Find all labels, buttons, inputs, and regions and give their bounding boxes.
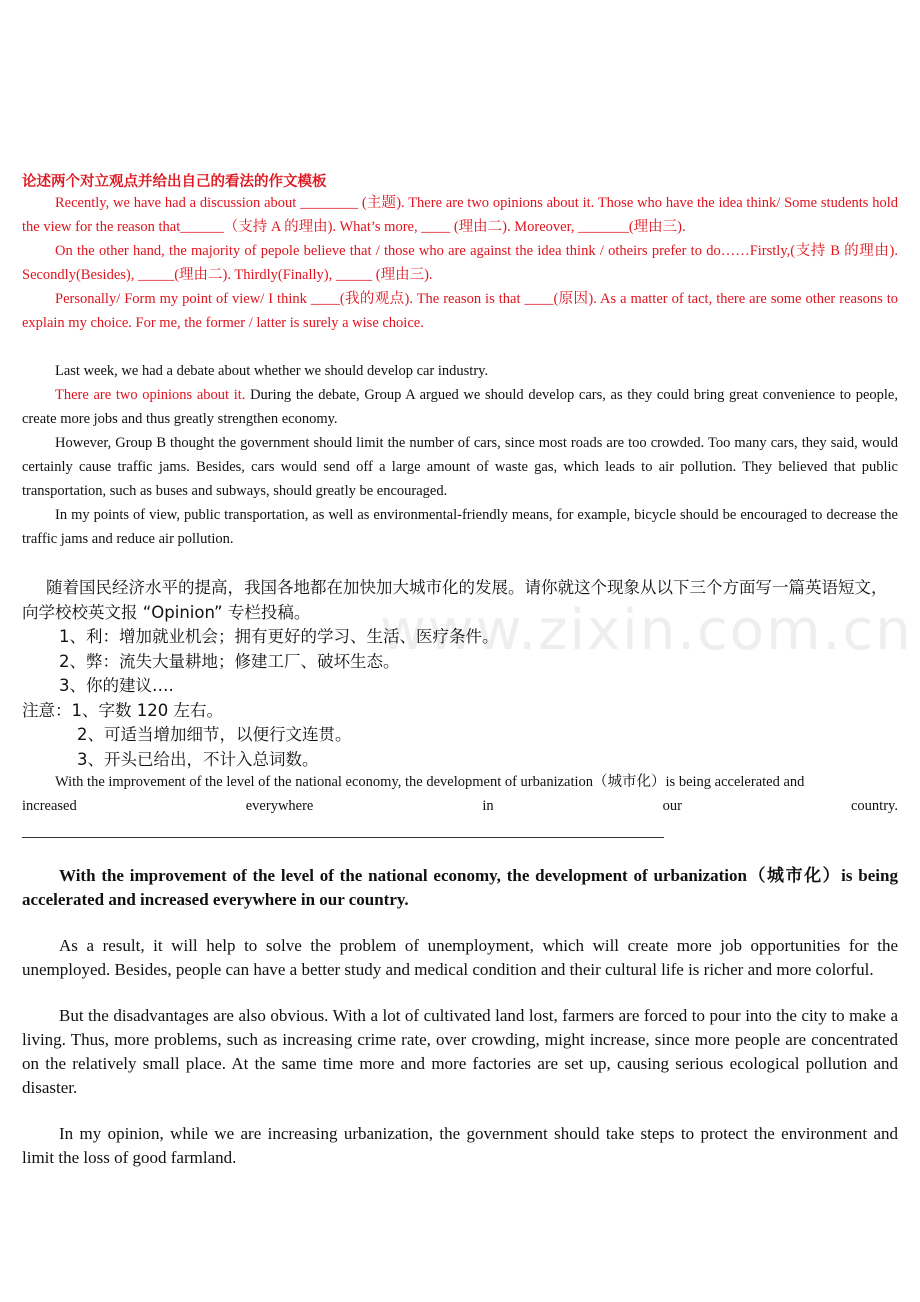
sample-red-sentence: There are two opinions about it. (55, 387, 246, 403)
given-word: our (662, 798, 682, 814)
task-note-1: 注意：1、字数 120 左右。 (22, 700, 223, 720)
given-line-2 (22, 794, 898, 818)
template-paragraph-1: Recently, we have had a discussion about ________ (主题). There are two opinions about it. Those who have the idea think/ Some students hold the view for the reason that______（支持 A 的理由). What’s more, ____ (理由二). Moreover, _______(理由三). (22, 195, 898, 235)
task-item-1: 1、利：增加就业机会；拥有更好的学习、生活、医疗条件。 (59, 627, 499, 646)
task-note-2: 2、可适当增加细节，以便行文连贯。 (77, 725, 352, 744)
task-item-2: 2、弊：流失大量耕地；修建工厂、破坏生态。 (59, 651, 400, 671)
template-paragraph-2: On the other hand, the majority of pepole believe that / those who are against the idea think / otheirs prefer to do……Firstly,(支持 B 的理由). Secondly(Besides), _____(理由二). Thirdly(Finally), _____ (理由三). (22, 243, 898, 283)
given-opening (22, 770, 898, 818)
template-title: 论述两个对立观点并给出自己的看法的作文模板 (22, 174, 327, 190)
given-word: increased (22, 798, 77, 814)
model-essay (22, 864, 898, 1170)
sample-paragraph-4: In my points of view, public transportation, as well as environmental-friendly means, for example, bicycle should be encouraged to decrease the traffic jams and reduce air pollution. (22, 507, 898, 547)
given-line-1: With the improvement of the level of the national economy, the development of urbanization（城市化）is being accelerated and (55, 774, 805, 790)
given-word: country. (851, 798, 898, 814)
essay-paragraph-3: But the disadvantages are also obvious. With a lot of cultivated land lost, farmers are forced to pour into the city to make a living. Thus, more problems, such as increasing crime rate, over crowding, might increase, since more people are concentrated on the relatively small place. At the same time more and more factories are set up, causing serious ecological pollution and disaster. (22, 1006, 898, 1097)
task-intro: 随着国民经济水平的提高，我国各地都在加快加大城市化的发展。请你就这个现象从以下三个方面写一篇英语短文，向学校校英文报 “Opinion” 专栏投稿。 (22, 578, 888, 622)
watermark: www.zixin.com.cn (380, 598, 913, 663)
given-word: in (482, 798, 494, 814)
sample-paragraph-1: Last week, we had a debate about whether we should develop car industry. (55, 363, 489, 379)
template-paragraph-3: Personally/ Form my point of view/ I think ____(我的观点). The reason is that ____(原因). As a matter of tact, there are some other reasons to explain my choice. For me, the former / latter is surely a wise choice. (22, 291, 898, 331)
sample-essay-car (22, 359, 898, 551)
template-section (22, 191, 898, 335)
task-note-3: 3、开头已给出，不计入总词数。 (77, 749, 319, 769)
writing-task (22, 576, 898, 772)
sample-paragraph-3: However, Group B thought the government should limit the number of cars, since most roads are too crowded. Too many cars, they said, would certainly cause traffic jams. Besides, cars would send off a large amount of waste gas, which leads to air pollution. They believed that public transportation, such as buses and subways, should greatly be encouraged. (22, 435, 898, 499)
essay-paragraph-1: With the improvement of the level of the national economy, the development of urbanization（城市化）is being accelerated and increased everywhere in our country. (22, 866, 898, 909)
essay-paragraph-4: In my opinion, while we are increasing urbanization, the government should take steps to protect the environment and limit the loss of good farmland. (22, 1124, 898, 1167)
answer-line (22, 837, 664, 838)
essay-paragraph-2: As a result, it will help to solve the problem of unemployment, which will create more job opportunities for the unemployed. Besides, people can have a better study and medical condition and their cultural life is richer and more colorful. (22, 936, 898, 979)
sample-paragraph-2 (22, 383, 898, 431)
given-word: everywhere (245, 798, 314, 814)
sample-paragraph-2-rest: During the debate, Group A argued we should develop cars, as they could bring great convenience to people, create more jobs and thus greatly strengthen economy. (22, 387, 898, 427)
task-item-3: 3、你的建议…. (59, 676, 174, 695)
